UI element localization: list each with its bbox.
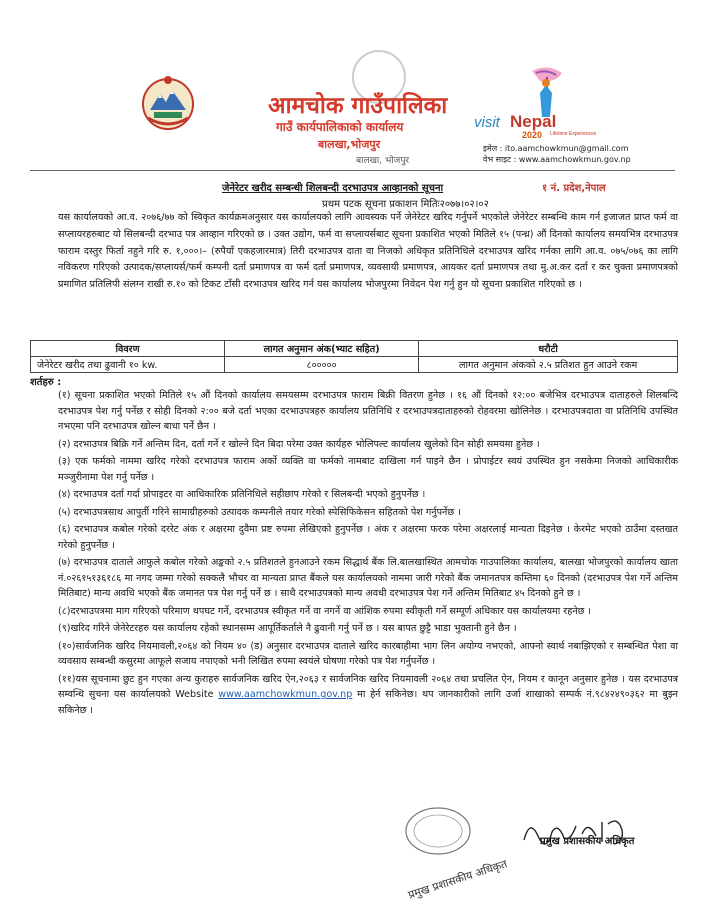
term-item: (१०)सार्वजनिक खरिद नियमावली,२०६४ को नियम ४० (ड) अनुसार दरभाउपत्र दाताले खरिद कारबाहीमा भाग लिन अयोग्य नभएको, आफ्नो स्वार्थ नबाझिएको र सम्बन्धित पेशा वा व्यवसाय सम्बन्धी कसुरमा आफूले सजाय नपाएको भनी लिखित रुपमा स्वयंले घोषणा गरेको पत्र पेश गर्नुपर्नेछ । <box>58 640 678 667</box>
table-header: विवरण <box>31 341 225 357</box>
table-cell: जेनेरेटर खरीद तथा ढुवानी १० kw. <box>31 357 225 373</box>
province-label: १ नं. प्रदेश,नेपाल <box>542 183 606 194</box>
table-header: धरौटी <box>419 341 678 357</box>
bid-table <box>30 340 678 373</box>
term-item: (८)दरभाउपत्रमा माग गरिएको परिमाण थपघट गर्ने, दरभाउपत्र स्वीकृत गर्ने वा नगर्ने वा आंशिक रुपमा स्वीकृती गर्ने सम्पूर्ण अधिकार यस कार्यालयमा रहनेछ । <box>58 605 592 617</box>
term-item: (९)खरिद गरिने जेनेरेटरहरु यस कार्यालय रहेको स्थानसम्म आपूर्तिकर्ताले नै ढुवानी गर्नु पर्ने छ । यस बापत छुट्टै भाडा भुक्तानी हुने छैन । <box>58 623 517 634</box>
table-cell: ८००००० <box>225 357 419 373</box>
tagline-text: Lifetime Experiences <box>550 131 597 137</box>
nepal-emblem-icon <box>140 72 196 132</box>
office-address: बालखा, भोजपुर <box>356 156 410 166</box>
visit-text: visit <box>474 114 500 131</box>
email-text: इमेल : ito.aamchowkmun@gmail.com <box>483 144 629 153</box>
signature-title: प्रमुख प्रशासकीय अधिकृत <box>540 836 635 847</box>
office-seal-icon <box>404 806 472 856</box>
stamp-text: प्रमुख प्रशासकीय अधिकृत <box>406 857 509 902</box>
header-divider <box>30 170 675 171</box>
office-subtitle: गाउँ कार्यपालिकाको कार्यालय <box>276 120 404 134</box>
terms-label: शर्तहरु : <box>30 377 62 388</box>
term-item: (२) दरभाउपत्र बिक्रि गर्ने अन्तिम दिन, दर्ता गर्ने र खोल्ने दिन बिदा परेमा उक्त कार्यहरु भोलिपल्ट कार्यालय खुलेको दिन सोही समयमा हुनेछ । <box>58 438 540 450</box>
table-cell: लागत अनुमान अंकको २.५ प्रतिशत हुन आउने रकम <box>419 357 678 373</box>
notice-heading: जेनेरेटर खरीद सम्बन्धी शिलबन्दी दरभाउपत्र आव्हानको सूचना <box>222 183 444 194</box>
term-11-text-end: मा हेर्न सकिनेछ। थप जानकारीको लागि उर्जा शाखाको सम्पर्क नं.९८४२४९०३६२ मा बुझ्न सकिनेछ । <box>58 689 678 716</box>
notice-sub-heading: प्रथम पटक सूचना प्रकाशन मितिः२०७७।०२।०२ <box>322 199 489 210</box>
year-text: 2020 <box>522 130 543 140</box>
term-item: (७) दरभाउपत्र दाताले आफुले कबोल गरेको अङ्कको २.५ प्रतिशतले हुनआउने रकम सिद्धार्थ बैंक लि.बालखास्थित आमचोक गाउपालिका कार्यालय, बालखा भोजपुरको कार्यालय खाता नं.०२६१५१३६१८६ मा नगद जम्मा गरेको सक्कलै भौचर वा मान्यता प्राप्त बैंकले यस कार्यालयको नाममा जारी गरेको बैंक जमानतपत्र कम्तिमा ६० दिनको (दरभाउपत्र पेश गर्ने अन्तिम मितिबाट) मान्य अवधि भएको बैंक जमानत पत्र पेश गर्नु पर्ने छ । साथै दरभाउपत्रको मान्य अवधी दरभाउपत्र पेश गर्ने अन्तिम मितिबाट ४५ दिनको हुने छ । <box>58 557 678 599</box>
terms-list <box>58 388 678 720</box>
contact-block <box>483 143 631 165</box>
website-link[interactable]: www.aamchowkmun.gov.np <box>218 689 353 700</box>
term-item: (३) एक फर्मको नाममा खरिद गरेको दरभाउपत्र फाराम अर्को व्यक्ति वा फर्मको नामबाट दाखिला गर्न पाइने छैन । प्रोपाईटर स्वयं उपस्थित हुन नसकेमा निजको आधिकारीक मञ्जुरीनामा पेश गर्नु पर्नेछ । <box>58 456 678 483</box>
term-item: (४) दरभाउपत्र दर्ता गर्दा प्रोपाइटर वा आधिकारिक प्रतिनिधिले सहीछाप गरेको र सिलबन्दी भएको हुनुपर्नेछ । <box>58 489 426 500</box>
term-item <box>58 672 678 719</box>
term-item: (५) दरभाउपत्रसाथ आपुर्ती गरिने सामाग्रीहरुको उत्पादक कम्पनीले तयार गरेको स्पेसिफिकेसन सहितको पेश गर्नुपर्नेछ । <box>58 506 461 518</box>
visit-nepal-logo-icon <box>470 63 597 145</box>
table-row <box>31 357 678 373</box>
website-text: वेभ साइट : www.aamchowkmun.gov.np <box>483 155 631 164</box>
term-11-text: (११)यस सूचनामा छुट हुन गएका अन्य कुराहरु सार्वजनिक खरिद ऐन,२०६३ र सार्वजनिक खरिद नियमावली २०६४ तथा प्रचलित ऐन, नियम र कानून अनुसार हुनेछ । यस दरभाउपत्र सम्वन्धि सुचना यस कार्यालयको Website <box>58 673 678 700</box>
office-location: बालखा,भोजपुर <box>318 138 381 151</box>
notice-intro: यस कार्यालयको आ.व. २०७६/७७ को स्विकृत कार्यक्रमअनुसार यस कार्यालयको लागि आवस्यक पर्ने जेनेरेटर खरिद गर्नुपर्ने भएकोले जेनेरेटर सम्बन्धि काम गर्न इजाजत प्राप्त फर्म वा सप्लायरहरुबाट यो सिलबन्दी दरभाउ पत्र आव्हान गरिएको छ । उक्त उद्योग, फर्म वा सप्लायर्सबाट सूचना प्रकाशित भएको मितिले १५ (पन्ध्र) औं दिनको कार्यालय समयभित्र दरभाउपत्र फाराम दस्तुर फिर्ता नहुने गरि रु. १,०००।– (रुपैयाँ एकहजारमात्र) तिरी दरभाउपत्र दाता वा निजको अधिकृत प्रतिनिधिले दरभाउपत्र खरिद गर्नका लागि आ.व. ०७५/०७६ का लागि नविकरण गरिएको उत्पादक/सप्लायर्स/फर्म कम्पनी दर्ता प्रमाणपत्र वा फर्म दर्ता प्रमाणपत्र, व्यवसायी प्रमाणपत्र, आयकर दर्ता प्रमाणपत्र तथा मु.अ.कर दर्ता र कर चुक्ता प्रमाणपत्रको प्रमाणित प्रतिलिपी संलग्न राखी रु.१० को टिकट टाँसी दरभाउपत्र खरिद गर्न यस कार्यालय भोजपुरमा निवेदन पेश गर्नु हुन यो सूचना प्रकाशित गरिएको छ । <box>58 212 678 291</box>
nepal-text: Nepal <box>510 112 557 131</box>
term-item: (६) दरभाउपत्र कबोल गरेको दररेट अंक र अक्षरमा दुवैमा प्रष्ट रुपमा लेखिएको हुनुपर्नेछ । अंक र अक्षरमा फरक परेमा अक्षरलाई मान्यता दिइनेछ । केरमेट भएको ठाउँमा दस्तखत गरेको हुनुपर्नेछ । <box>58 524 678 551</box>
table-header-row <box>31 341 678 357</box>
table-header: लागत अनुमान अंक(भ्याट सहित) <box>225 341 419 357</box>
page-title: आमचोक गाउँपालिका <box>268 93 448 119</box>
term-item: (१) सूचना प्रकाशित भएको मितिले १५ औं दिनको कार्यालय समयसम्म दरभाउपत्र फाराम बिक्री वितरण हुनेछ । १६ औं दिनको १२:०० बजेभित्र दरभाउपत्र दाताहरुले शिलबन्दि दरभाउपत्र पेश गर्नु पर्नेछ र सोही दिनको २:०० बजे दर्ता भएका दरभाउपत्रहरु कार्यालय प्रतिनिधि र दरभाउपत्रदाताहरुको रोहवरमा खोलिनेछ । दरभाउपत्रदाता वा प्रतिनिधि उपस्थित नभएमा पनि दरभाउपत्र खोल्न बाधा पर्ने छैन । <box>58 390 678 432</box>
